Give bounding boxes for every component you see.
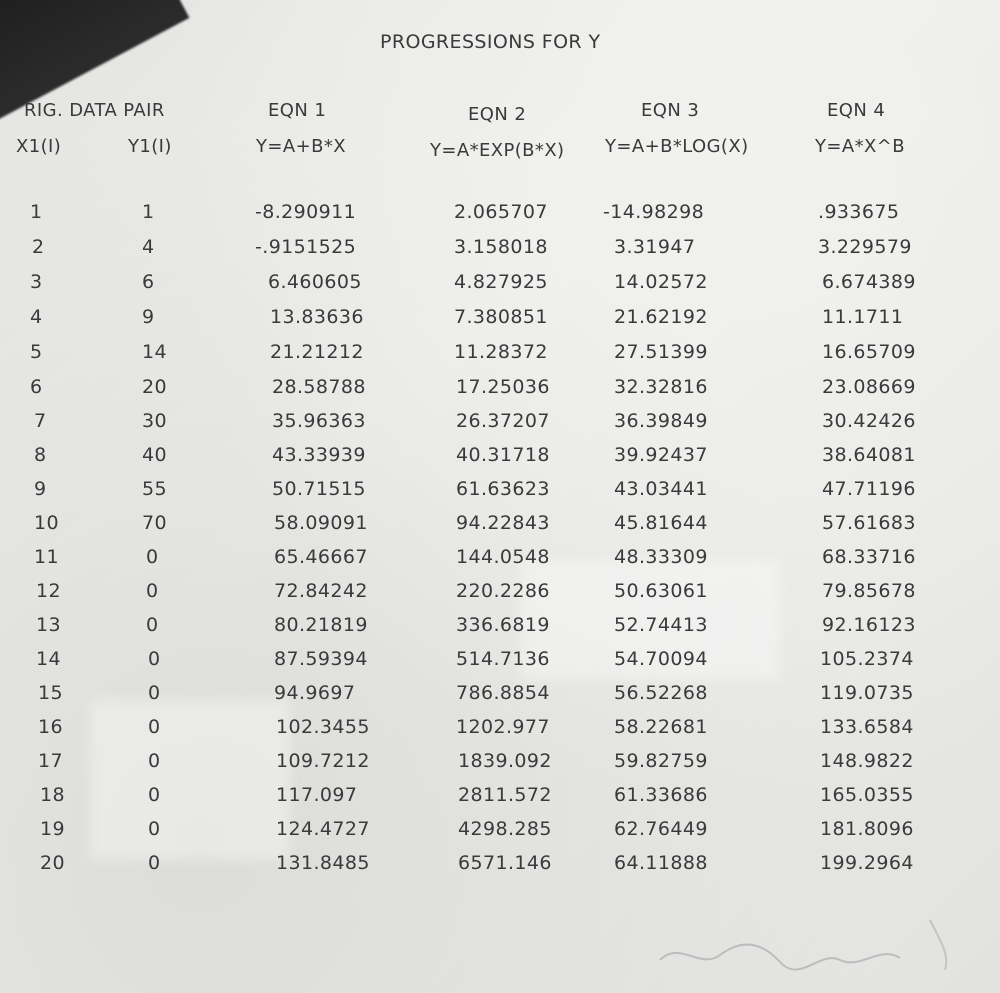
cell-eqn2: 4.827925 [454, 271, 548, 293]
cell-y1: 30 [142, 410, 167, 432]
cell-eqn1: 65.46667 [274, 546, 368, 568]
cell-eqn4: 23.08669 [822, 376, 916, 398]
cell-x1: 11 [34, 546, 59, 568]
cell-eqn4: 79.85678 [822, 580, 916, 602]
header-eqn2-formula: Y=A*EXP(B*X) [430, 140, 565, 161]
cell-eqn4: 105.2374 [820, 648, 914, 670]
cell-eqn2: 40.31718 [456, 444, 550, 466]
cell-eqn3: 14.02572 [614, 271, 708, 293]
cell-y1: 40 [142, 444, 167, 466]
cell-eqn1: 131.8485 [276, 852, 370, 874]
cell-y1: 0 [148, 648, 161, 670]
cell-y1: 0 [148, 852, 161, 874]
cell-eqn4: 181.8096 [820, 818, 914, 840]
cell-eqn4: .933675 [818, 201, 900, 223]
cell-eqn4: 16.65709 [822, 341, 916, 363]
cell-eqn2: 11.28372 [454, 341, 548, 363]
cell-eqn2: 1839.092 [458, 750, 552, 772]
header-orig-data-pair: RIG. DATA PAIR [24, 100, 165, 121]
header-x1: X1(I) [16, 136, 62, 157]
cell-y1: 0 [148, 682, 161, 704]
cell-eqn2: 7.380851 [454, 306, 548, 328]
cell-eqn4: 133.6584 [820, 716, 914, 738]
cell-eqn2: 94.22843 [456, 512, 550, 534]
cell-eqn1: -8.290911 [255, 201, 357, 223]
page-title: PROGRESSIONS FOR Y [380, 31, 601, 53]
cell-eqn4: 68.33716 [822, 546, 916, 568]
header-eqn4-formula: Y=A*X^B [815, 136, 905, 157]
cell-x1: 3 [30, 271, 43, 293]
cell-eqn4: 119.0735 [820, 682, 914, 704]
header-eqn1-formula: Y=A+B*X [256, 136, 346, 157]
cell-eqn2: 61.63623 [456, 478, 550, 500]
cell-eqn2: 1202.977 [456, 716, 550, 738]
cell-x1: 13 [36, 614, 61, 636]
cell-eqn2: 144.0548 [456, 546, 550, 568]
cell-eqn3: 54.70094 [614, 648, 708, 670]
header-eqn4: EQN 4 [827, 100, 886, 121]
cell-x1: 10 [34, 512, 59, 534]
cell-eqn3: 61.33686 [614, 784, 708, 806]
cell-eqn3: 50.63061 [614, 580, 708, 602]
cell-eqn1: 13.83636 [270, 306, 364, 328]
cell-x1: 7 [34, 410, 47, 432]
header-eqn3: EQN 3 [641, 100, 700, 121]
cell-eqn1: 80.21819 [274, 614, 368, 636]
cell-eqn1: 28.58788 [272, 376, 366, 398]
cell-y1: 0 [148, 716, 161, 738]
cell-eqn3: 59.82759 [614, 750, 708, 772]
cell-eqn1: 21.21212 [270, 341, 364, 363]
cell-x1: 17 [38, 750, 63, 772]
cell-eqn1: 58.09091 [274, 512, 368, 534]
cell-eqn2: 2.065707 [454, 201, 548, 223]
cell-eqn1: 35.96363 [272, 410, 366, 432]
cell-eqn3: 64.11888 [614, 852, 708, 874]
cell-eqn1: 102.3455 [276, 716, 370, 738]
paper-crease [90, 700, 290, 860]
cell-y1: 9 [142, 306, 155, 328]
cell-eqn3: 39.92437 [614, 444, 708, 466]
cell-eqn2: 4298.285 [458, 818, 552, 840]
cell-eqn3: 21.62192 [614, 306, 708, 328]
cell-x1: 12 [36, 580, 61, 602]
cell-eqn1: -.9151525 [255, 236, 357, 258]
cell-y1: 0 [146, 614, 159, 636]
cell-eqn3: 62.76449 [614, 818, 708, 840]
cell-eqn2: 17.25036 [456, 376, 550, 398]
cell-x1: 1 [30, 201, 43, 223]
cell-eqn1: 94.9697 [274, 682, 356, 704]
cell-eqn4: 6.674389 [822, 271, 916, 293]
cell-y1: 55 [142, 478, 167, 500]
cell-x1: 15 [38, 682, 63, 704]
cell-eqn1: 124.4727 [276, 818, 370, 840]
cell-eqn4: 92.16123 [822, 614, 916, 636]
cell-eqn2: 3.158018 [454, 236, 548, 258]
cell-eqn3: -14.98298 [603, 201, 705, 223]
cell-x1: 14 [36, 648, 61, 670]
cell-eqn4: 148.9822 [820, 750, 914, 772]
cell-x1: 20 [40, 852, 65, 874]
cell-eqn4: 11.1711 [822, 306, 904, 328]
cell-eqn4: 165.0355 [820, 784, 914, 806]
cell-eqn4: 3.229579 [818, 236, 912, 258]
cell-x1: 16 [38, 716, 63, 738]
header-eqn1: EQN 1 [268, 100, 327, 121]
cell-eqn2: 336.6819 [456, 614, 550, 636]
cell-x1: 8 [34, 444, 47, 466]
cell-eqn1: 50.71515 [272, 478, 366, 500]
cell-eqn4: 30.42426 [822, 410, 916, 432]
cell-eqn1: 109.7212 [276, 750, 370, 772]
cell-eqn4: 47.71196 [822, 478, 916, 500]
cell-x1: 2 [32, 236, 45, 258]
cell-eqn3: 3.31947 [614, 236, 696, 258]
cell-eqn3: 52.74413 [614, 614, 708, 636]
cell-eqn4: 57.61683 [822, 512, 916, 534]
cell-x1: 6 [30, 376, 43, 398]
cell-eqn3: 58.22681 [614, 716, 708, 738]
cell-y1: 0 [148, 750, 161, 772]
cell-eqn2: 6571.146 [458, 852, 552, 874]
cell-eqn1: 6.460605 [268, 271, 362, 293]
cell-y1: 0 [148, 784, 161, 806]
cell-eqn1: 87.59394 [274, 648, 368, 670]
cell-y1: 6 [142, 271, 155, 293]
header-eqn2: EQN 2 [468, 104, 527, 125]
cell-eqn2: 514.7136 [456, 648, 550, 670]
cell-y1: 0 [148, 818, 161, 840]
pencil-scribble [640, 900, 980, 980]
cell-eqn3: 48.33309 [614, 546, 708, 568]
cell-x1: 4 [30, 306, 43, 328]
cell-y1: 20 [142, 376, 167, 398]
cell-eqn1: 117.097 [276, 784, 358, 806]
cell-y1: 1 [142, 201, 155, 223]
cell-eqn1: 43.33939 [272, 444, 366, 466]
cell-y1: 14 [142, 341, 167, 363]
cell-eqn2: 26.37207 [456, 410, 550, 432]
cell-eqn4: 38.64081 [822, 444, 916, 466]
cell-y1: 0 [146, 546, 159, 568]
cell-eqn3: 32.32816 [614, 376, 708, 398]
cell-x1: 19 [40, 818, 65, 840]
cell-y1: 70 [142, 512, 167, 534]
cell-eqn3: 36.39849 [614, 410, 708, 432]
cell-eqn4: 199.2964 [820, 852, 914, 874]
cell-x1: 18 [40, 784, 65, 806]
cell-eqn2: 2811.572 [458, 784, 552, 806]
cell-eqn3: 56.52268 [614, 682, 708, 704]
cell-eqn2: 220.2286 [456, 580, 550, 602]
cell-y1: 0 [146, 580, 159, 602]
cell-eqn3: 27.51399 [614, 341, 708, 363]
cell-y1: 4 [142, 236, 155, 258]
header-y1: Y1(I) [128, 136, 172, 157]
cell-x1: 5 [30, 341, 43, 363]
cell-eqn3: 43.03441 [614, 478, 708, 500]
cell-x1: 9 [34, 478, 47, 500]
cell-eqn2: 786.8854 [456, 682, 550, 704]
cell-eqn1: 72.84242 [274, 580, 368, 602]
cell-eqn3: 45.81644 [614, 512, 708, 534]
header-eqn3-formula: Y=A+B*LOG(X) [605, 136, 749, 157]
